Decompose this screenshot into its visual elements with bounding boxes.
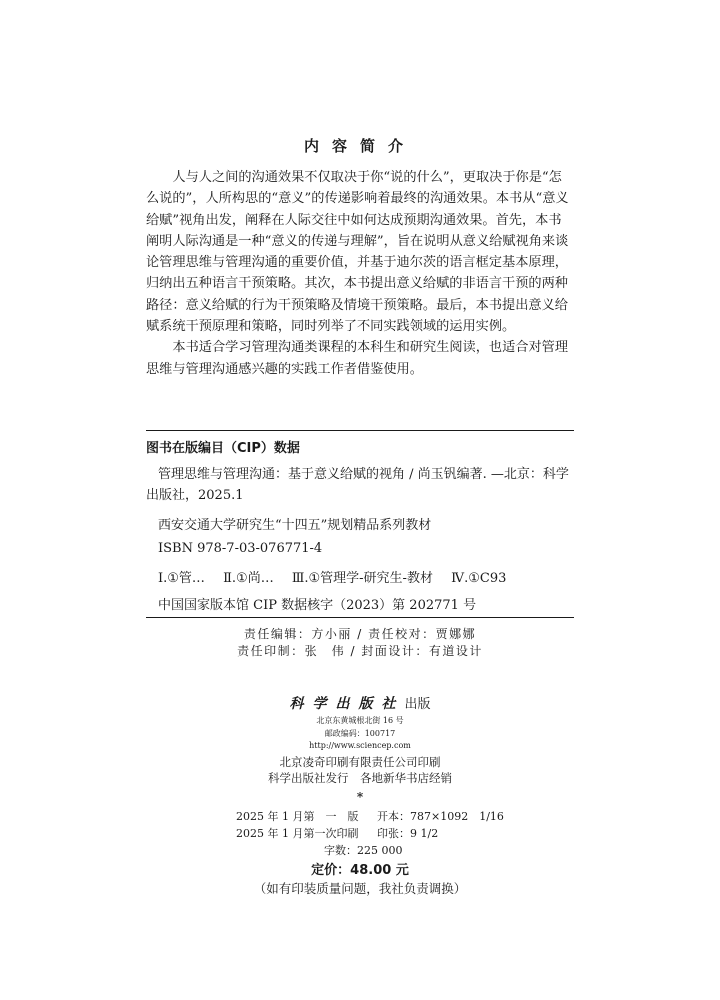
summary-paragraph-2: 本书适合学习管理沟通类课程的本科生和研究生阅读，也适合对管理思维与管理沟通感兴趣的实践工作者借鉴使用。 xyxy=(146,340,569,377)
word-count: 字数：225 000 xyxy=(324,844,403,857)
edition-line-1-right: 开本：787×1092 1/16 xyxy=(377,810,504,823)
summary-title: 内容简介 xyxy=(303,137,416,155)
publisher-logo: 科学出版社 xyxy=(289,696,405,712)
publisher-postcode: 邮政编码：100717 xyxy=(324,729,396,738)
cip-class-4: Ⅳ.①C93 xyxy=(451,571,507,586)
edition-line-2-left: 2025 年 1 月第一次印刷 xyxy=(236,827,359,840)
credits-line-1: 责任编辑：方小丽 / 责任校对：贾娜娜 xyxy=(243,627,477,641)
publisher-address: 北京东黄城根北街 16 号 xyxy=(316,716,404,725)
cip-number: 中国国家版本馆 CIP 数据核字（2023）第 202771 号 xyxy=(158,598,477,613)
cip-classification xyxy=(158,567,520,586)
cip-class-2: Ⅱ.①尚… xyxy=(223,571,274,586)
cip-record: 管理思维与管理沟通：基于意义给赋的视角 / 尚玉钒编著. —北京：科学出版社，2025.1 xyxy=(146,467,569,503)
publisher-line xyxy=(146,693,574,713)
printer: 北京凌奇印刷有限责任公司印刷 xyxy=(279,755,441,769)
credits-line-2: 责任印制：张 伟 / 封面设计：有道设计 xyxy=(237,644,483,658)
summary-paragraph-1: 人与人之间的沟通效果不仅取决于你“说的什么”，更取决于你是“怎么说的”，人所构思的“意义”的传递影响着最终的沟通效果。本书从“意义给赋”视角出发，阐释在人际交往中如何达成预期沟通效果。首先，本书阐明人际沟通是一种“意义的传递与理解”，旨在说明从意义给赋视角来谈论管理思维与管理沟通的重要价值，并基于迪尔茨的语言框定基本原理，归纳出五种语言干预策略。其次，本书提出意义给赋的非语言干预的两种路径：意义给赋的行为干预策略及情境干预策略。最后，本书提出意义给赋系统干预原理和策略，同时列举了不同实践领域的运用实例。 xyxy=(146,170,569,335)
publisher-url: http://www.sciencep.com xyxy=(309,741,411,750)
publisher-suffix: 出版 xyxy=(404,697,431,712)
distribution: 科学出版社发行 各地新华书店经销 xyxy=(268,771,452,785)
edition-line-1-left: 2025 年 1 月第 一 版 xyxy=(236,810,359,823)
summary-body xyxy=(146,167,574,380)
cip-bottom-rule xyxy=(146,617,574,618)
cip-top-rule xyxy=(146,430,574,431)
cip-series: 西安交通大学研究生“十四五”规划精品系列教材 xyxy=(158,518,432,533)
separator-asterisk: * xyxy=(356,790,364,804)
cip-class-3: Ⅲ.①管理学-研究生-教材 xyxy=(291,571,433,586)
quality-notice: （如有印装质量问题，我社负责调换） xyxy=(253,881,467,896)
cip-class-1: Ⅰ.①管… xyxy=(158,571,205,586)
price: 定价：48.00 元 xyxy=(311,863,409,878)
edition-line-2-right: 印张：9 1/2 xyxy=(377,827,439,840)
cip-isbn: ISBN 978-7-03-076771-4 xyxy=(158,541,323,556)
cip-heading: 图书在版编目（CIP）数据 xyxy=(146,441,300,456)
